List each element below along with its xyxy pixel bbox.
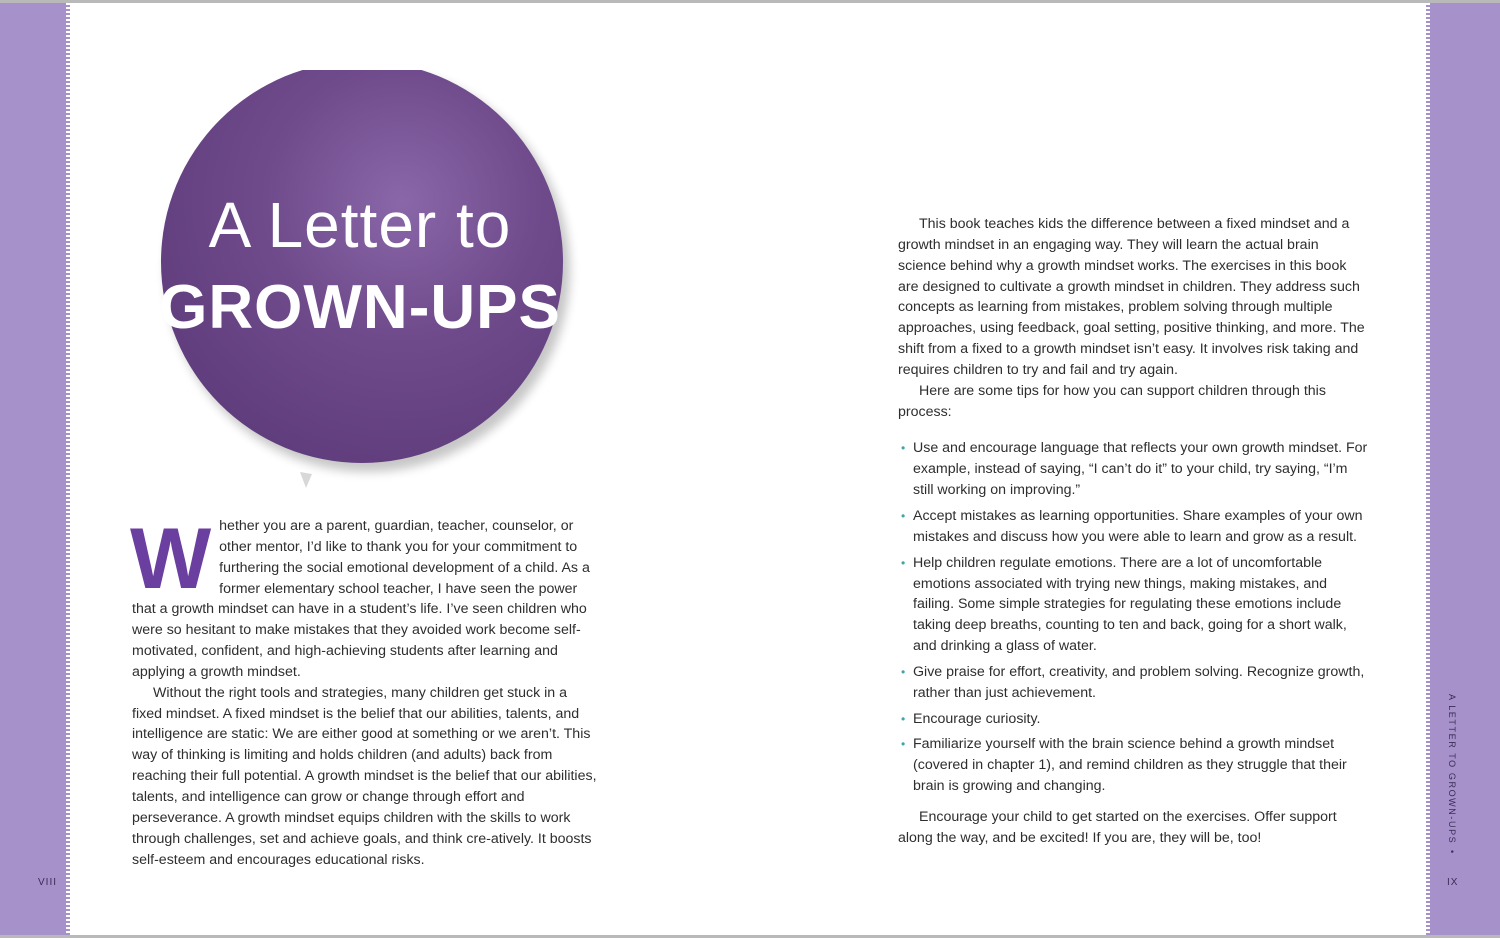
paragraph-2: Without the right tools and strategies, many children get stuck in a fixed mindset. A fixed mindset is the belief that our abilities, talents, and intelligence are static: We are either good at something or we aren’t. This way of thinking is limiting and holds children (and adults) back from reaching their full potential. A growth mindset is the belief that our abilities, talents, and intelligence can grow or change through effort and perseverance. A growth mindset equips children with the skills to work through challenges, set and achieve goals, and think cre-atively. It boosts self-esteem and encourages educational risks. [132,684,597,868]
paragraph-1-text: hether you are a parent, guardian, teacher, counselor, or other mentor, I’d like to thank you for your commitment to furthering the social emotional development of a child. As a former elementary school teacher, I have seen the power that a growth mindset can have in a student’s life. I’ve seen children who were so hesitant to make mistakes that they avoided work become self-motivated, confident, and high-achieving students after learning and applying a growth mindset. [132,518,590,680]
page-top-border [0,0,1500,3]
right-paragraph-1: This book teaches kids the difference between a fixed mindset and a growth mindset in an engaging way. They will learn the actual brain science behind why a growth mindset works. The exercises in this book are designed to cultivate a growth mindset in children. They address such concepts as learning from mistakes, problem solving through multiple approaches, using feedback, goal setting, positive thinking, and more. The shift from a fixed to a growth mindset isn’t easy. It involves risk taking and requires children to try and fail and try again. [898,216,1365,378]
page-number-left: VIII [38,877,58,888]
tips-list [898,438,1368,797]
drop-cap: W [130,511,212,607]
tip-item: • Encourage curiosity. [898,709,1368,730]
title-line-1: A Letter to [208,189,512,261]
running-head-text: A LETTER TO GROWN-UPS [1447,694,1457,845]
running-head-separator: • [1447,850,1457,856]
left-margin-band [0,3,70,935]
tip-item: • Help children regulate emotions. There are a lot of uncomfortable emotions associated with trying new things, making mistakes, and failing. Some simple strategies for regulating these emotions include taking deep breaths, counting to ten and back, going for a short walk, and drinking a glass of water. [898,553,1368,657]
tip-item: • Give praise for effort, creativity, and problem solving. Recognize growth, rather than just achievement. [898,662,1368,704]
title-circle [150,70,580,500]
running-head [1447,694,1457,855]
right-page-body [898,214,1368,849]
title-line-2: GROWN-UPS [159,273,561,342]
tip-item: • Use and encourage language that reflects your own growth mindset. For example, instead of saying, “I can’t do it” to your child, try saying, “I’m still working on improving.” [898,438,1368,501]
left-page-body [130,511,598,870]
tip-item: • Accept mistakes as learning opportunities. Share examples of your own mistakes and discuss how you were able to learn and grow as a result. [898,506,1368,548]
right-paragraph-2: Here are some tips for how you can support children through this process: [898,382,1326,420]
right-margin-band [1426,3,1500,935]
closing-paragraph: Encourage your child to get started on the exercises. Offer support along the way, and be excited! If you are, they will be, too! [898,808,1337,846]
paragraph-1 [130,511,598,683]
page-number-right: IX [1447,877,1459,888]
tip-item: • Familiarize yourself with the brain science behind a growth mindset (covered in chapter 1), and remind children as they struggle that their brain is growing and changing. [898,734,1368,797]
